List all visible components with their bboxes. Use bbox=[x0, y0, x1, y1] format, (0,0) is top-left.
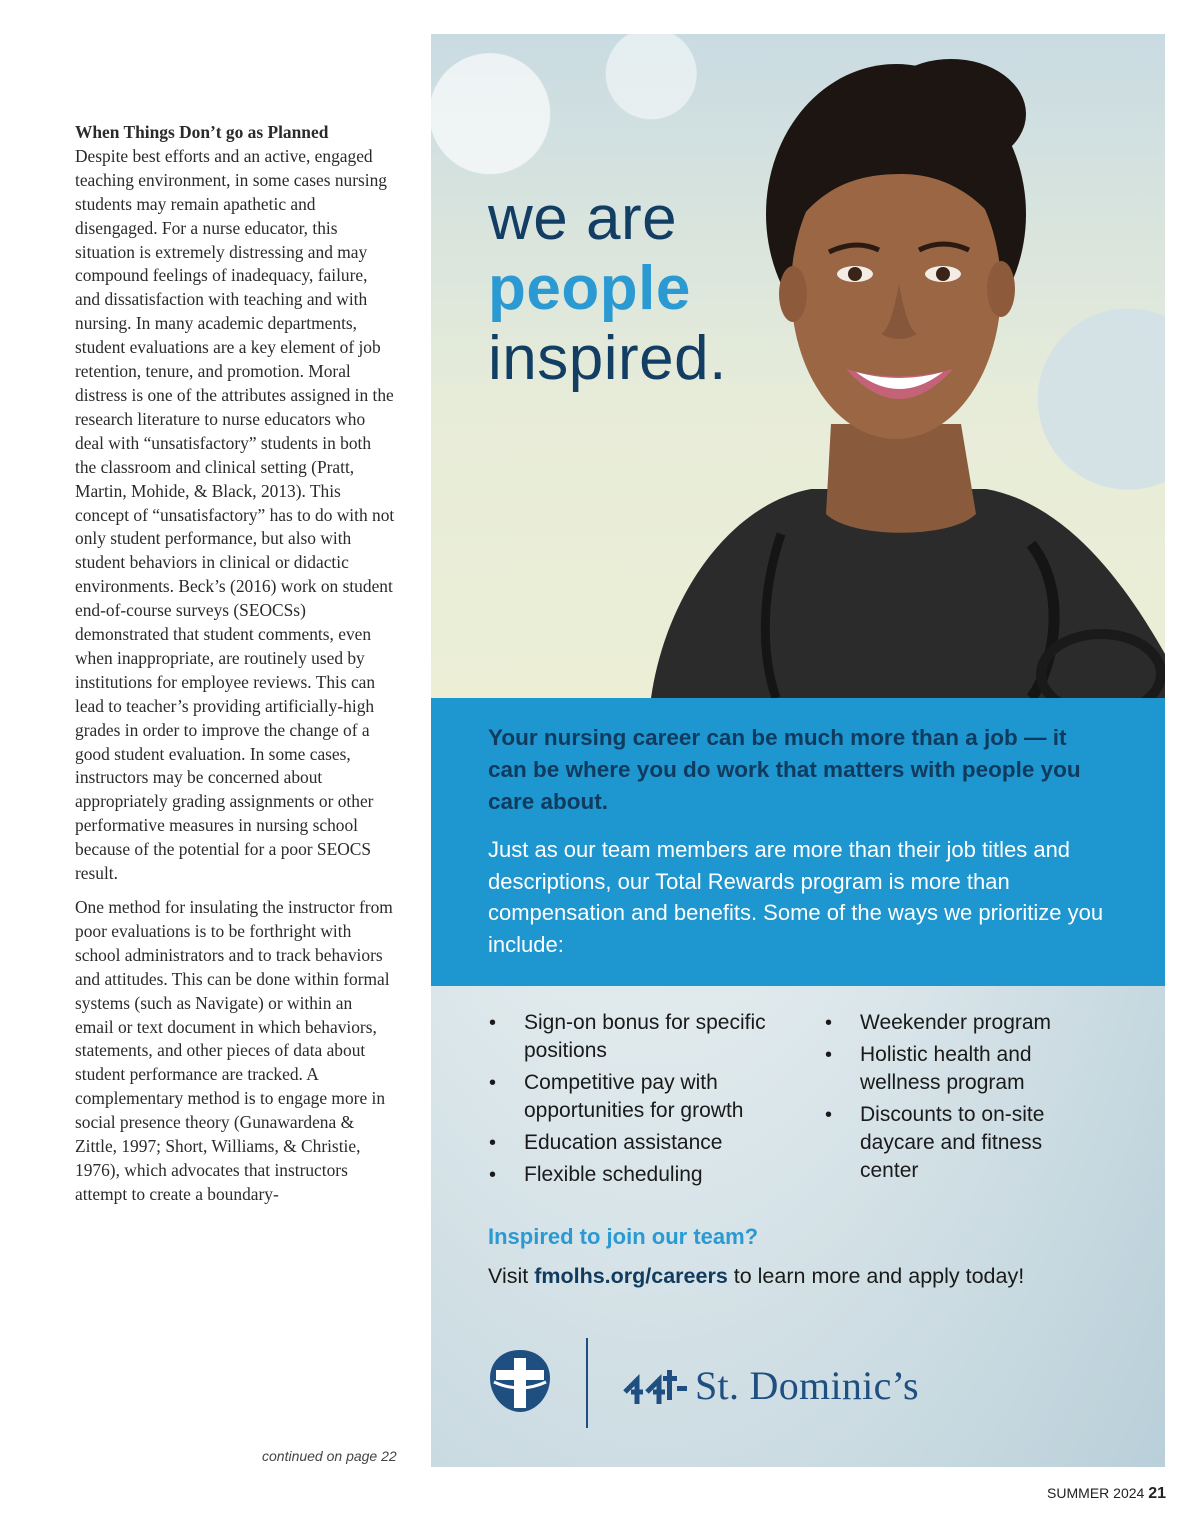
bullet-icon: • bbox=[489, 1072, 497, 1094]
list-item: • Education assistance bbox=[488, 1129, 788, 1157]
list-item: • Competitive pay with opportunities for growth bbox=[489, 1071, 744, 1122]
bullet-icon: • bbox=[489, 1012, 497, 1034]
blue-message-band bbox=[431, 698, 1165, 986]
article-paragraph-1: Despite best efforts and an active, engaged teaching environment, in some cases nursing students may remain apathetic and disengaged. For a nurse educator, this situation is extremely distressing and may compound feelings of inadequacy, failure, and dissatisfaction with teaching and with nursing. In many academic departments, student evaluations are a key element of job retention, tenure, and promotion. Moral distress is one of the attributes assigned in the research literature to nurse educators who deal with “unsatisfactory” students in both the classroom and clinical setting (Pratt, Martin, Mohide, & Black, 2013). This concept of “unsatisfactory” has to do with not only student performance, but also with student behaviors in clinical or didactic environments. Beck’s (2016) work on student end-of-course surveys (SEOCSs) demonstrated that student comments, even when inappropriate, are routinely used by institutions for employee reviews. This can lead to teacher’s providing artificially-high grades in order to improve the change of a good student evaluation. In some cases, instructors may be concerned about appropriately grading assignments or other performative measures in nursing school because of the potential for a poor SEOCS result. bbox=[75, 145, 395, 884]
page-number: 21 bbox=[1148, 1485, 1166, 1502]
logo-bar bbox=[488, 1338, 1048, 1428]
list-item: • Flexible scheduling bbox=[488, 1161, 788, 1189]
article-paragraph-2: One method for insulating the instructor from poor evaluations is to be forthright with school administrators and to track behaviors and attitudes. This can be done within formal systems (such as Navigate) or within an email or text document in which behaviors, statements, and other pieces of data about student performance are tracked. A complementary method is to engage more in social presence theory (Gunawardena & Zittle, 1997; Short, Williams, & Christie, 1976), which advocates that instructors attempt to create a boundary- bbox=[75, 897, 393, 1204]
ad-headline bbox=[488, 184, 727, 394]
list-item: • Discounts to on-site daycare and fitness center bbox=[825, 1103, 1045, 1182]
band-body-text: Just as our team members are more than their job titles and descriptions, our Total Rewards program is more than compensation and benefits. Some of the ways we prioritize you include: bbox=[488, 837, 1104, 957]
bullet-icon: • bbox=[489, 1164, 497, 1186]
bullet-icon: • bbox=[825, 1104, 833, 1126]
page-footer bbox=[1047, 1485, 1166, 1503]
st-dominics-mark-icon bbox=[623, 1366, 687, 1406]
logo-name: St. Dominic’s bbox=[695, 1363, 919, 1408]
list-item: • Sign-on bonus for specific positions bbox=[489, 1011, 766, 1062]
cta-title: Inspired to join our team? bbox=[488, 1224, 759, 1249]
issue-label: SUMMER 2024 bbox=[1047, 1485, 1145, 1501]
cta-text: Visit fmolhs.org/careers to learn more and apply today! bbox=[488, 1264, 1025, 1288]
bullet-icon: • bbox=[825, 1044, 833, 1066]
headline-line-3: inspired. bbox=[488, 324, 727, 393]
careers-advertisement bbox=[431, 34, 1165, 1467]
article-heading: When Things Don’t go as Planned bbox=[75, 122, 329, 142]
headline-line-1: we are bbox=[488, 184, 678, 253]
bullet-icon: • bbox=[825, 1012, 833, 1034]
article-column bbox=[75, 121, 395, 1207]
hero-photo bbox=[431, 34, 1165, 698]
benefits-list-right bbox=[824, 1009, 1064, 1189]
list-item: • Holistic health and wellness program bbox=[825, 1043, 1032, 1094]
continued-note: continued on page 22 bbox=[262, 1448, 397, 1464]
careers-link[interactable]: fmolhs.org/careers bbox=[534, 1264, 728, 1288]
benefits-list-left bbox=[488, 1009, 788, 1193]
franciscan-cross-logo-icon bbox=[488, 1348, 552, 1414]
list-item: • Weekender program bbox=[824, 1009, 1064, 1037]
band-lead-text: Your nursing career can be much more than a job — it can be where you do work that matters with people you care about. bbox=[488, 725, 1081, 814]
bullet-icon: • bbox=[489, 1132, 497, 1154]
st-dominics-logo bbox=[623, 1362, 919, 1409]
headline-line-2: people bbox=[488, 254, 691, 323]
logo-divider bbox=[586, 1338, 588, 1428]
